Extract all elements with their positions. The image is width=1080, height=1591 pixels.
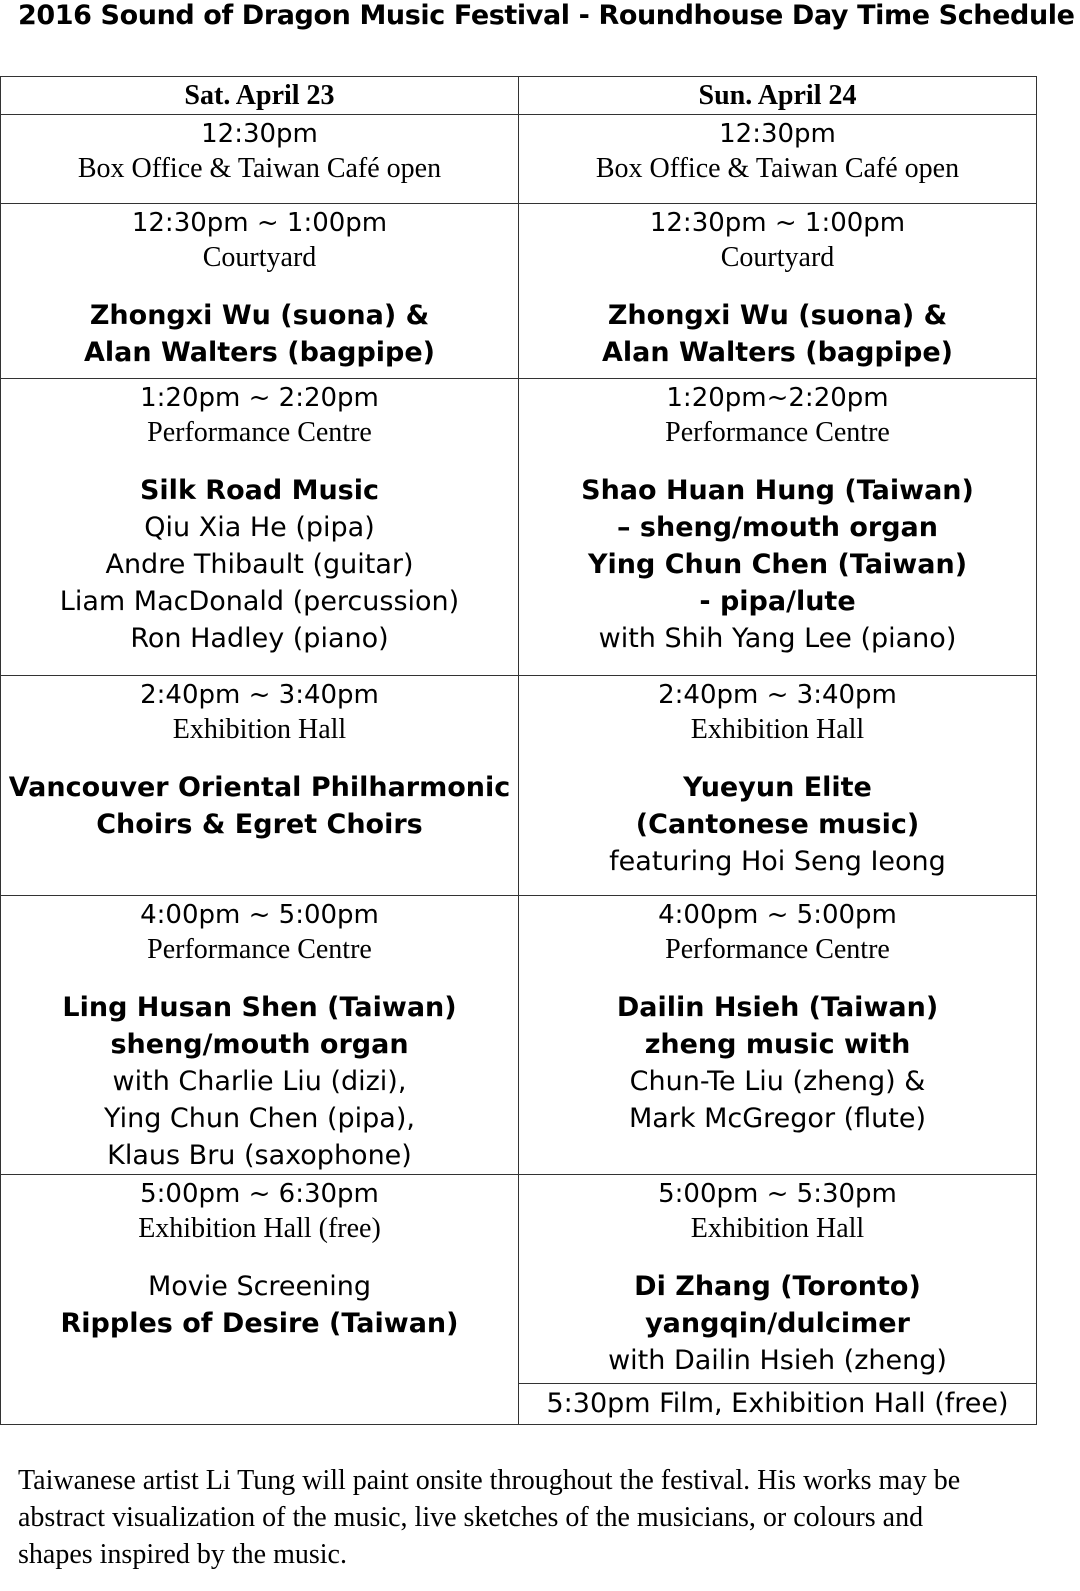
schedule-table xyxy=(0,76,1037,1425)
performer-detail: with Dailin Hsieh (zheng) xyxy=(608,1345,947,1376)
day-header-sunday: Sun. April 24 xyxy=(519,77,1037,115)
cell-main xyxy=(1,205,518,371)
performer-detail: Qiu Xia He (pipa) xyxy=(144,512,375,543)
performer-name: Ripples of Desire (Taiwan) xyxy=(60,1308,459,1339)
schedule-row xyxy=(1,379,1037,676)
performer-name: Choirs & Egret Choirs xyxy=(96,809,423,840)
venue-name: Box Office & Taiwan Café open xyxy=(77,153,442,184)
performer-name: Dailin Hsieh (Taiwan) xyxy=(616,992,939,1023)
schedule-row xyxy=(1,1175,1037,1425)
performer-name: sheng/mouth organ xyxy=(110,1029,409,1060)
time-slot: 12:30pm xyxy=(201,119,318,149)
schedule-cell-sunday xyxy=(519,204,1037,379)
performer-detail: featuring Hoi Seng Ieong xyxy=(609,846,946,877)
cell-main xyxy=(1,897,518,1174)
time-slot: 12:30pm ~ 1:00pm xyxy=(131,208,388,238)
venue-name: Exhibition Hall (free) xyxy=(138,1213,381,1244)
cell-main xyxy=(519,116,1036,186)
performer-list xyxy=(1,769,518,843)
time-slot: 1:20pm~2:20pm xyxy=(666,383,889,413)
performer-detail: Mark McGregor (flute) xyxy=(628,1103,927,1134)
cell-main xyxy=(1,380,518,657)
performer-list xyxy=(1,989,518,1174)
schedule-row xyxy=(1,115,1037,204)
cell-main xyxy=(519,897,1036,1137)
cell-main xyxy=(519,205,1036,371)
performer-name: Alan Walters (bagpipe) xyxy=(83,337,436,368)
schedule-cell-saturday xyxy=(1,115,519,204)
time-slot: 5:00pm ~ 6:30pm xyxy=(140,1179,379,1209)
footnote-line: shapes inspired by the music. xyxy=(18,1539,347,1570)
time-slot: 5:00pm ~ 5:30pm xyxy=(658,1179,897,1209)
venue-name: Courtyard xyxy=(202,242,317,273)
schedule-cell-saturday xyxy=(1,204,519,379)
performer-detail: with Shih Yang Lee (piano) xyxy=(598,623,957,654)
schedule-cell-saturday xyxy=(1,896,519,1175)
footnote-line: Taiwanese artist Li Tung will paint onsite throughout the festival. His works may be xyxy=(18,1465,961,1496)
performer-list xyxy=(1,472,518,657)
performer-list xyxy=(519,472,1036,657)
performer-detail: Chun-Te Liu (zheng) & xyxy=(629,1066,926,1097)
performer-list xyxy=(519,297,1036,371)
time-slot: 2:40pm ~ 3:40pm xyxy=(658,680,897,710)
schedule-cell-sunday xyxy=(519,896,1037,1175)
performer-name: Yueyun Elite xyxy=(683,772,872,803)
day-header-saturday: Sat. April 23 xyxy=(1,77,519,115)
venue-name: Performance Centre xyxy=(665,417,890,448)
performer-detail: Andre Thibault (guitar) xyxy=(105,549,414,580)
venue-name: Box Office & Taiwan Café open xyxy=(595,153,960,184)
performer-list xyxy=(519,769,1036,880)
time-slot: 12:30pm ~ 1:00pm xyxy=(649,208,906,238)
header-row xyxy=(1,77,1037,115)
page-title: 2016 Sound of Dragon Music Festival - Roundhouse Day Time Schedule xyxy=(18,0,1075,31)
performer-list xyxy=(519,989,1036,1137)
venue-name: Performance Centre xyxy=(147,934,372,965)
performer-detail: Ying Chun Chen (pipa), xyxy=(104,1103,415,1134)
time-slot: 2:40pm ~ 3:40pm xyxy=(140,680,379,710)
time-slot: 12:30pm xyxy=(719,119,836,149)
schedule-cell-saturday xyxy=(1,1175,519,1425)
time-slot: 4:00pm ~ 5:00pm xyxy=(658,900,897,930)
time-slot: 1:20pm ~ 2:20pm xyxy=(140,383,379,413)
venue-name: Performance Centre xyxy=(665,934,890,965)
cell-content xyxy=(519,1175,1036,1424)
footnote xyxy=(18,1462,1080,1573)
schedule-row xyxy=(1,676,1037,896)
cell-main xyxy=(1,116,518,186)
schedule-row xyxy=(1,204,1037,379)
cell-main xyxy=(519,380,1036,657)
performer-detail: Liam MacDonald (percussion) xyxy=(59,586,460,617)
performer-detail: Klaus Bru (saxophone) xyxy=(107,1140,412,1171)
performer-name: – sheng/mouth organ xyxy=(617,512,938,543)
film-note: 5:30pm Film, Exhibition Hall (free) xyxy=(519,1383,1036,1424)
time-slot: 4:00pm ~ 5:00pm xyxy=(140,900,379,930)
venue-name: Exhibition Hall xyxy=(690,1213,865,1244)
schedule-cell-sunday xyxy=(519,676,1037,896)
performer-name: Shao Huan Hung (Taiwan) xyxy=(581,475,974,506)
performer-list xyxy=(1,297,518,371)
venue-name: Performance Centre xyxy=(147,417,372,448)
schedule-row xyxy=(1,896,1037,1175)
performer-name: zheng music with xyxy=(644,1029,911,1060)
cell-main xyxy=(519,1175,1036,1379)
performer-name: Ling Husan Shen (Taiwan) xyxy=(62,992,457,1023)
cell-main xyxy=(519,677,1036,880)
venue-name: Courtyard xyxy=(720,242,835,273)
performer-name: Zhongxi Wu (suona) & xyxy=(89,300,430,331)
performer-list xyxy=(519,1268,1036,1379)
schedule-cell-sunday xyxy=(519,115,1037,204)
performer-name: - pipa/lute xyxy=(699,586,856,617)
schedule-cell-sunday xyxy=(519,379,1037,676)
performer-name: Vancouver Oriental Philharmonic xyxy=(8,772,511,803)
performer-detail: Movie Screening xyxy=(147,1271,372,1302)
performer-name: Zhongxi Wu (suona) & xyxy=(607,300,948,331)
performer-detail: Ron Hadley (piano) xyxy=(130,623,389,654)
performer-list xyxy=(1,1268,518,1342)
performer-name: Di Zhang (Toronto) xyxy=(634,1271,921,1302)
cell-main xyxy=(1,1176,518,1342)
schedule-cell-saturday xyxy=(1,379,519,676)
performer-name: (Cantonese music) xyxy=(635,809,920,840)
performer-name: Ying Chun Chen (Taiwan) xyxy=(587,549,968,580)
venue-name: Exhibition Hall xyxy=(172,714,347,745)
footnote-line: abstract visualization of the music, live sketches of the musicians, or colours and xyxy=(18,1502,924,1533)
schedule-cell-saturday xyxy=(1,676,519,896)
venue-name: Exhibition Hall xyxy=(690,714,865,745)
performer-name: Silk Road Music xyxy=(139,475,380,506)
cell-main xyxy=(1,677,518,843)
performer-detail: with Charlie Liu (dizi), xyxy=(112,1066,407,1097)
performer-name: Alan Walters (bagpipe) xyxy=(601,337,954,368)
performer-name: yangqin/dulcimer xyxy=(645,1308,910,1339)
schedule-cell-sunday xyxy=(519,1175,1037,1425)
